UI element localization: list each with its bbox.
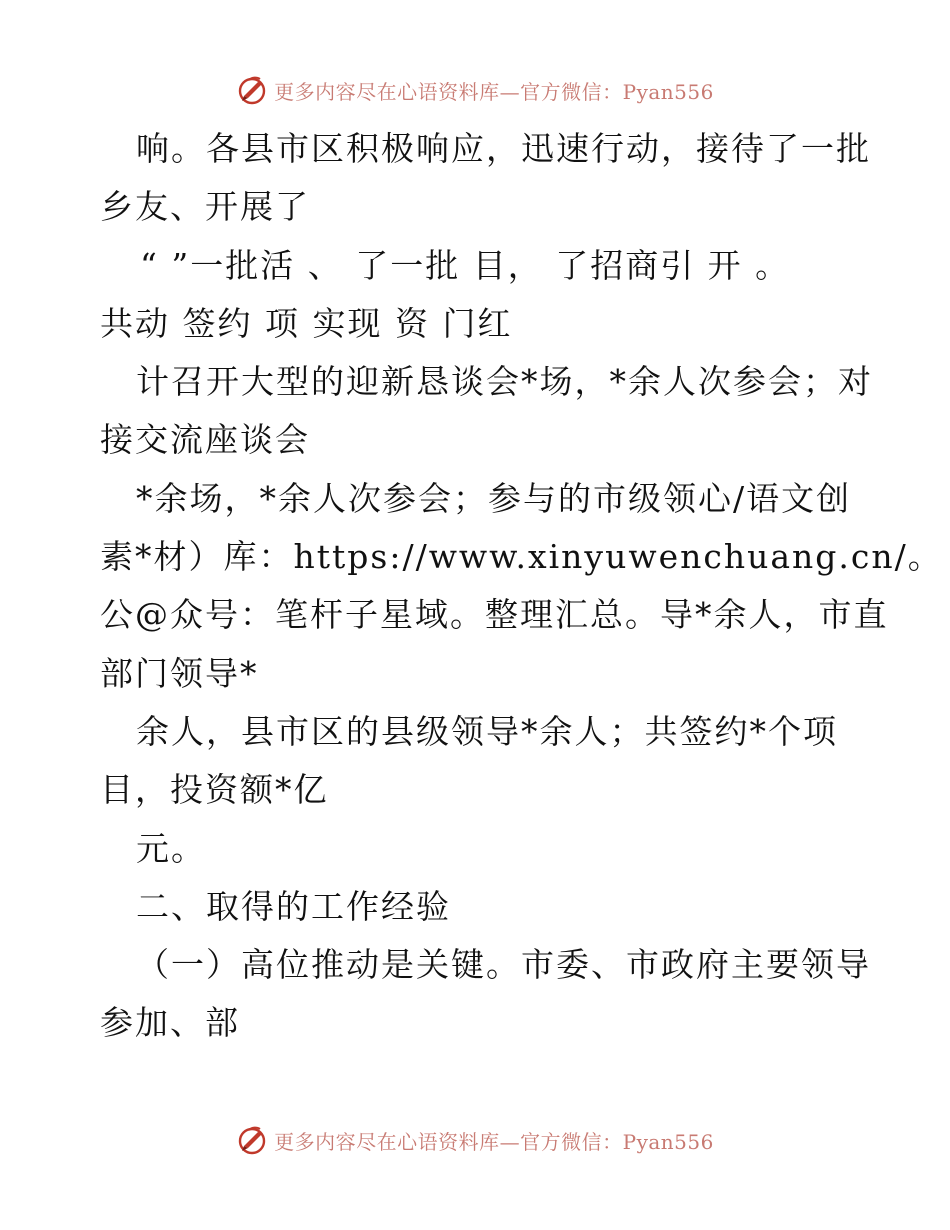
text-line: 响。各县市区积极响应，迅速行动，接待了一批 — [136, 129, 871, 168]
text-line: 接交流座谈会 — [100, 420, 310, 460]
text-line: 素*材）库：https://www.xinyuwenchuang.cn/。 — [100, 537, 943, 577]
text-line: *余场，*余人次参会；参与的市级领心/语文创 — [136, 478, 852, 518]
text-line: 部门领导* — [100, 653, 259, 693]
text-line: 公@众号：笔杆子星域。整理汇总。导*余人，市直 — [100, 595, 889, 635]
text-line: 余人，县市区的县级领导*余人；共签约*个项 — [136, 711, 838, 751]
text-line: 乡友、开展了 — [100, 187, 310, 227]
footer-watermark-banner — [0, 1120, 950, 1160]
text-line: 共动 签约 项 实现 资 门红 — [100, 303, 513, 343]
text-line: 元。 — [136, 828, 206, 868]
document-body — [100, 120, 943, 1053]
pen-logo-icon — [236, 1124, 268, 1156]
footer-watermark-text: 更多内容尽在心语资料库—官方微信：Pyan556 — [274, 1129, 714, 1154]
text-line: “ ”一批活 、 了一批 目， 了招商引 开 。 — [140, 245, 791, 285]
text-line: 计召开大型的迎新恳谈会*场，*余人次参会；对 — [136, 362, 873, 402]
header-watermark-banner — [0, 70, 950, 110]
text-line: 目，投资额*亿 — [100, 770, 329, 810]
pen-logo-icon — [236, 74, 268, 106]
text-line: （一）高位推动是关键。市委、市政府主要领导 — [136, 945, 871, 985]
text-line: 参加、部 — [100, 1003, 240, 1043]
header-watermark-text: 更多内容尽在心语资料库—官方微信：Pyan556 — [274, 79, 714, 104]
section-heading: 二、取得的工作经验 — [136, 886, 451, 926]
